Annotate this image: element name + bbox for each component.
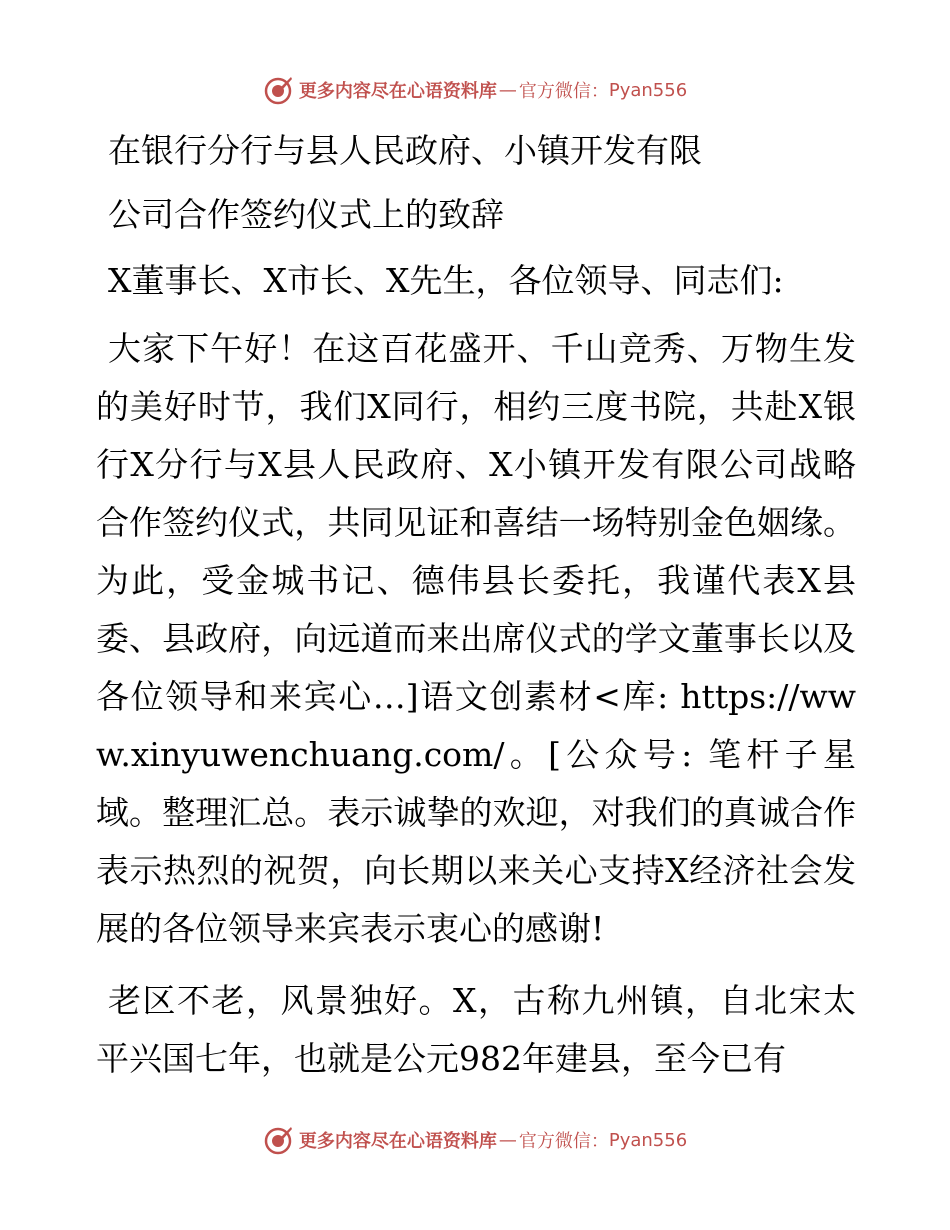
watermark-wechat-id: Pyan556 xyxy=(608,1129,688,1151)
brush-logo-icon xyxy=(263,75,293,105)
watermark-sub-text: 官方微信： xyxy=(518,81,609,102)
watermark-dash: — xyxy=(498,1129,517,1151)
watermark-main-text: 更多内容尽在心语资料库 xyxy=(298,1131,497,1152)
watermark-footer xyxy=(0,1123,950,1157)
watermark-main-text: 更多内容尽在心语资料库 xyxy=(298,81,497,102)
document-title-line-1: 在银行分行与县人民政府、小镇开发有限 xyxy=(108,131,702,170)
brush-logo-icon xyxy=(263,1125,293,1155)
document-title-line-2: 公司合作签约仪式上的致辞 xyxy=(108,195,504,234)
watermark-sub-text: 官方微信： xyxy=(518,1131,609,1152)
document-body xyxy=(96,122,856,1088)
salutation: X董事长、X市长、X先生，各位领导、同志们: xyxy=(108,261,784,300)
paragraph-2: 老区不老，风景独好。X，古称九州镇，自北宋太平兴国七年，也就是公元982年建县，至今已有 xyxy=(96,981,856,1078)
watermark-dash: — xyxy=(498,79,517,101)
watermark-wechat-id: Pyan556 xyxy=(608,79,688,101)
paragraph-1: 大家下午好！在这百花盛开、千山竞秀、万物生发的美好时节，我们X同行，相约三度书院，共赴X银行X分行与X县人民政府、X小镇开发有限公司战略合作签约仪式，共同见证和喜结一场特别金色姻缘。为此，受金城书记、德伟县长委托，我谨代表X县委、县政府，向远道而来出席仪式的学文董事长以及各位领导和来宾心…]语文创素材<库: https://www.xinyuwenchuang.com/。[公众号: 笔杆子星域。整理汇总。表示诚挚的欢迎，对我们的真诚合作表示热烈的祝贺，向长期以来关心支持X经济社会发展的各位领导来宾表示衷心的感谢! xyxy=(96,329,856,948)
watermark-header xyxy=(0,73,950,107)
